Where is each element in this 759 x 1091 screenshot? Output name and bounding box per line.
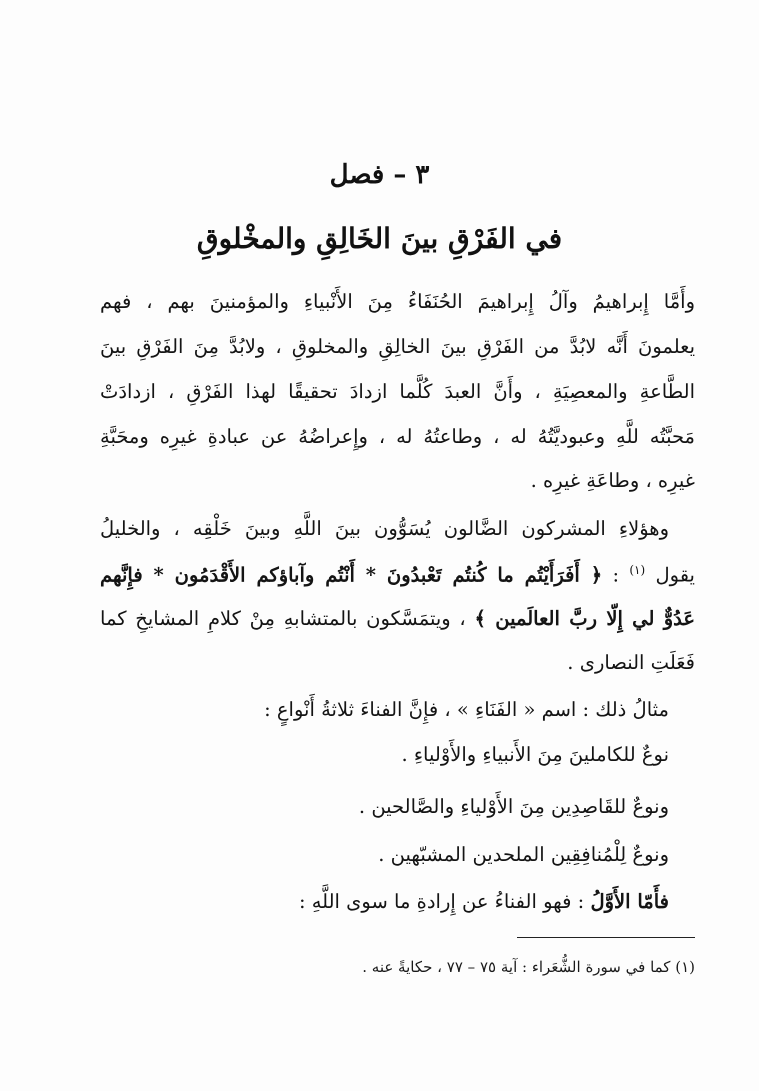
line-rest: ، ويتمَسَّكون بالمتشابهِ مِنْ كلامِ المشايخِ كما	[100, 607, 466, 630]
paragraph-1-line-1: وأَمَّا إِبراهيمُ وآلُ إِبراهيمَ الحُنَفَاءُ مِنَ الأَنْبياءِ والمؤمنينَ بهم ، فهم	[100, 290, 695, 313]
line-prefix: يقول	[655, 563, 695, 587]
first-type-line	[100, 892, 669, 912]
section-title: في الفَرْقِ بينَ الخَالِقِ والمخْلوقِ	[196, 222, 563, 255]
first-type-text: : فهو الفناءُ عن إِرادةِ ما سوى اللَّهِ :	[298, 890, 585, 913]
footnote-divider	[517, 937, 695, 938]
colon: :	[612, 563, 620, 587]
type-2-line: ونوعٌ للقَاصِدِين مِنَ الأَوْلياءِ والصَّالحين .	[358, 795, 669, 818]
paragraph-1-line-4: مَحبَّتُه للَّهِ وعبوديَّتُهُ له ، وطاعتُهُ له ، وإِعراضُهُ عن عبادةِ غيرِه ومحَبَّةِ	[100, 425, 695, 448]
paragraph-2-line-1: وهؤلاءِ المشركون الضَّالون يُسَوُّون بينَ اللَّهِ وبينَ خَلْقِه ، والخليلُ	[100, 517, 669, 540]
type-3-line: ونوعٌ لِلْمُنافِقِين الملحدين المشبّهين .	[378, 843, 669, 866]
paragraph-1-line-5: غيرِه ، وطاعَةِ غيرِه .	[530, 469, 695, 492]
quran-quote-part-1: ﴿ أَفَرَأَيْتُم ما كُنتُم تَعْبدُونَ * أَنْتُم وآباؤكم الأَقْدَمُون * فإِنَّهم	[100, 563, 603, 587]
first-type-label: فأَمّا الأَوَّلُ	[590, 890, 669, 913]
quran-quote-part-2: عَدُوٌّ لي إِلّا ربَّ العالَمين ﴾	[474, 607, 695, 630]
types-intro: مثالُ ذلك : اسم « الفَنَاءِ » ، فإِنَّ الفناءَ ثلاثةُ أَنْواعٍ :	[264, 698, 669, 721]
paragraph-2-line-4: فَعَلَتِ النصارى .	[567, 651, 695, 674]
paragraph-1-line-2: يعلمونَ أَنَّه لابُدَّ من الفَرْقِ بينَ الخالِقِ والمخلوقِ ، ولابُدَّ مِنَ الفَرْقِ بينَ	[100, 335, 695, 358]
paragraph-1-line-3: الطَّاعةِ والمعصِيَةِ ، وأَنَّ العبدَ كُلَّما ازدادَ تحقيقًا لهذا الفَرْقِ ، ازدادَتْ	[100, 380, 695, 403]
footnote-ref: (١)	[629, 563, 646, 577]
paragraph-2-line-2	[100, 564, 695, 585]
paragraph-2-line-3	[100, 609, 695, 629]
section-number-heading: ٣ – فصل	[329, 160, 430, 190]
type-1-line: نوعٌ للكاملينَ مِنَ الأَنبياءِ والأَوْلياءِ .	[401, 743, 669, 766]
footnote: (١) كما في سورة الشُّعَراء : آية ٧٥ – ٧٧ ، حكايةً عنه .	[362, 958, 695, 976]
